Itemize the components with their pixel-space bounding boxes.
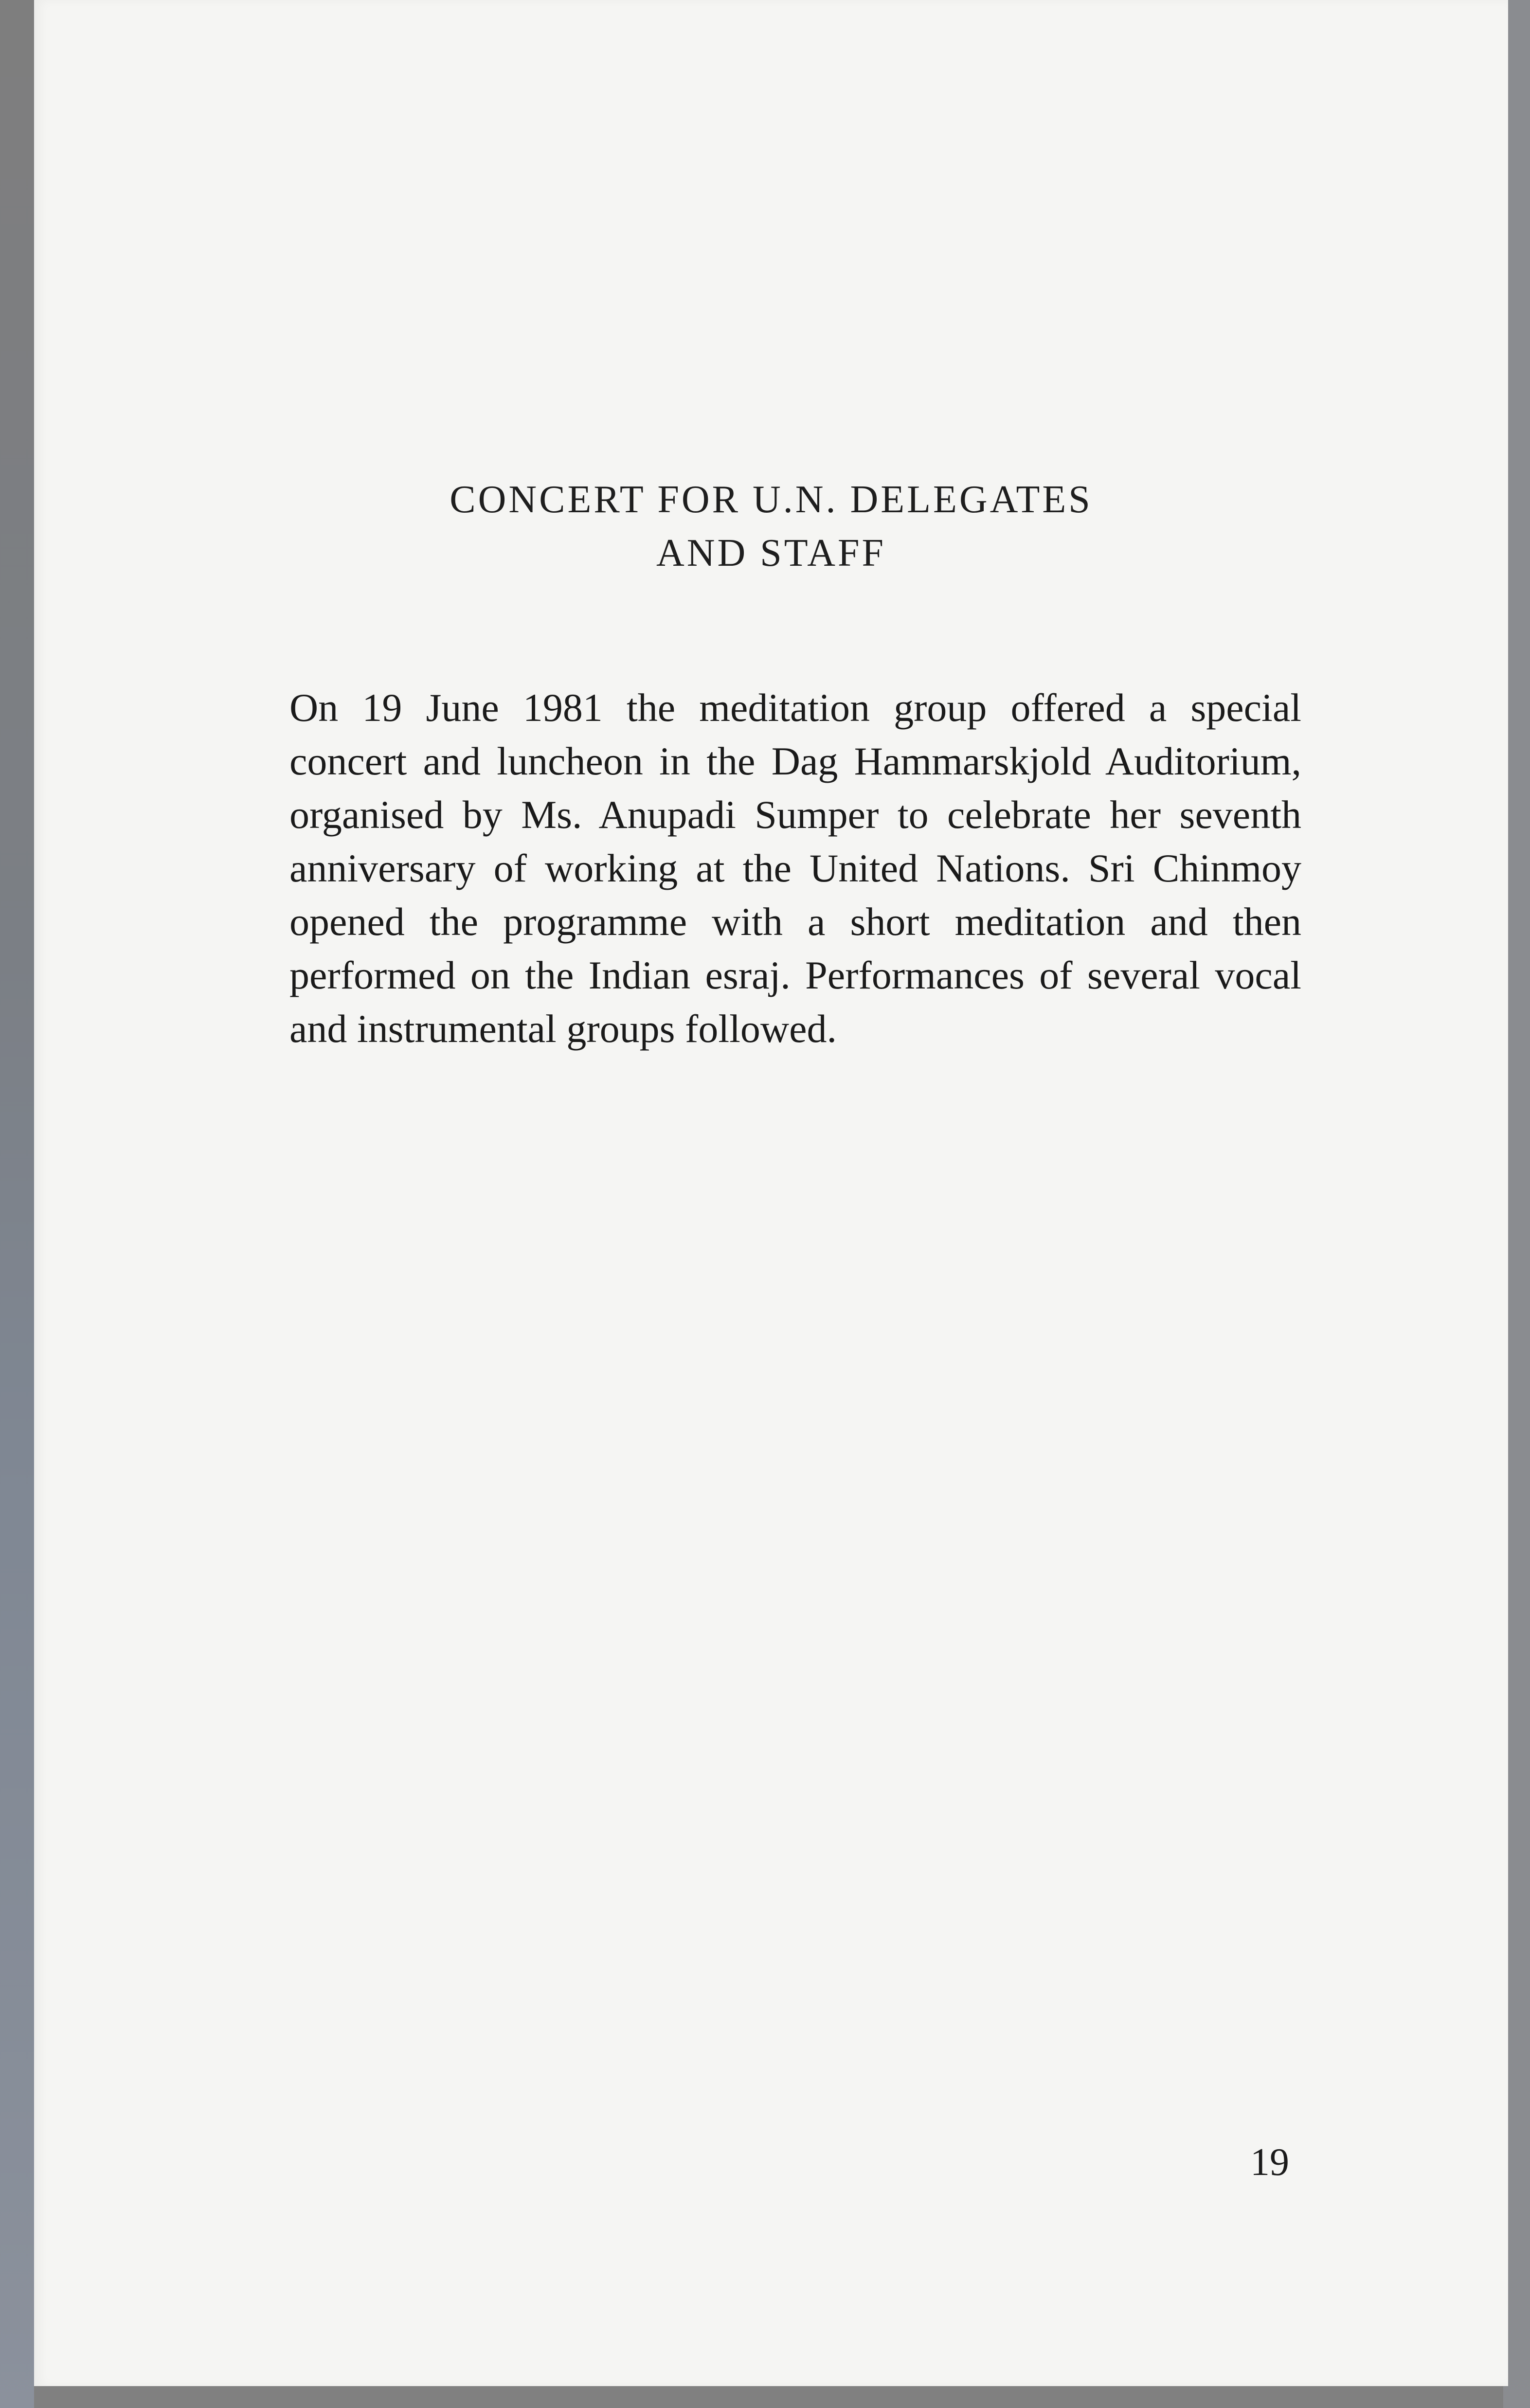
book-page xyxy=(34,0,1508,2386)
page-number: 19 xyxy=(1250,2141,1289,2184)
page-title xyxy=(34,473,1508,580)
title-line-1: CONCERT FOR U.N. DELEGATES xyxy=(450,478,1093,521)
body-paragraph: On 19 June 1981 the meditation group offered a special concert and luncheon in the Dag Hammarskjold Auditorium, organised by Ms. Anupadi Sumper to celebrate her seventh anniversary of working at the United Nations. Sri Chinmoy opened the programme with a short meditation and then performed on the Indian esraj. Performances of several vocal and instrumental groups followed. xyxy=(289,685,1301,1051)
title-line-2: AND STAFF xyxy=(656,532,886,575)
scan-edge-left xyxy=(0,0,34,2408)
